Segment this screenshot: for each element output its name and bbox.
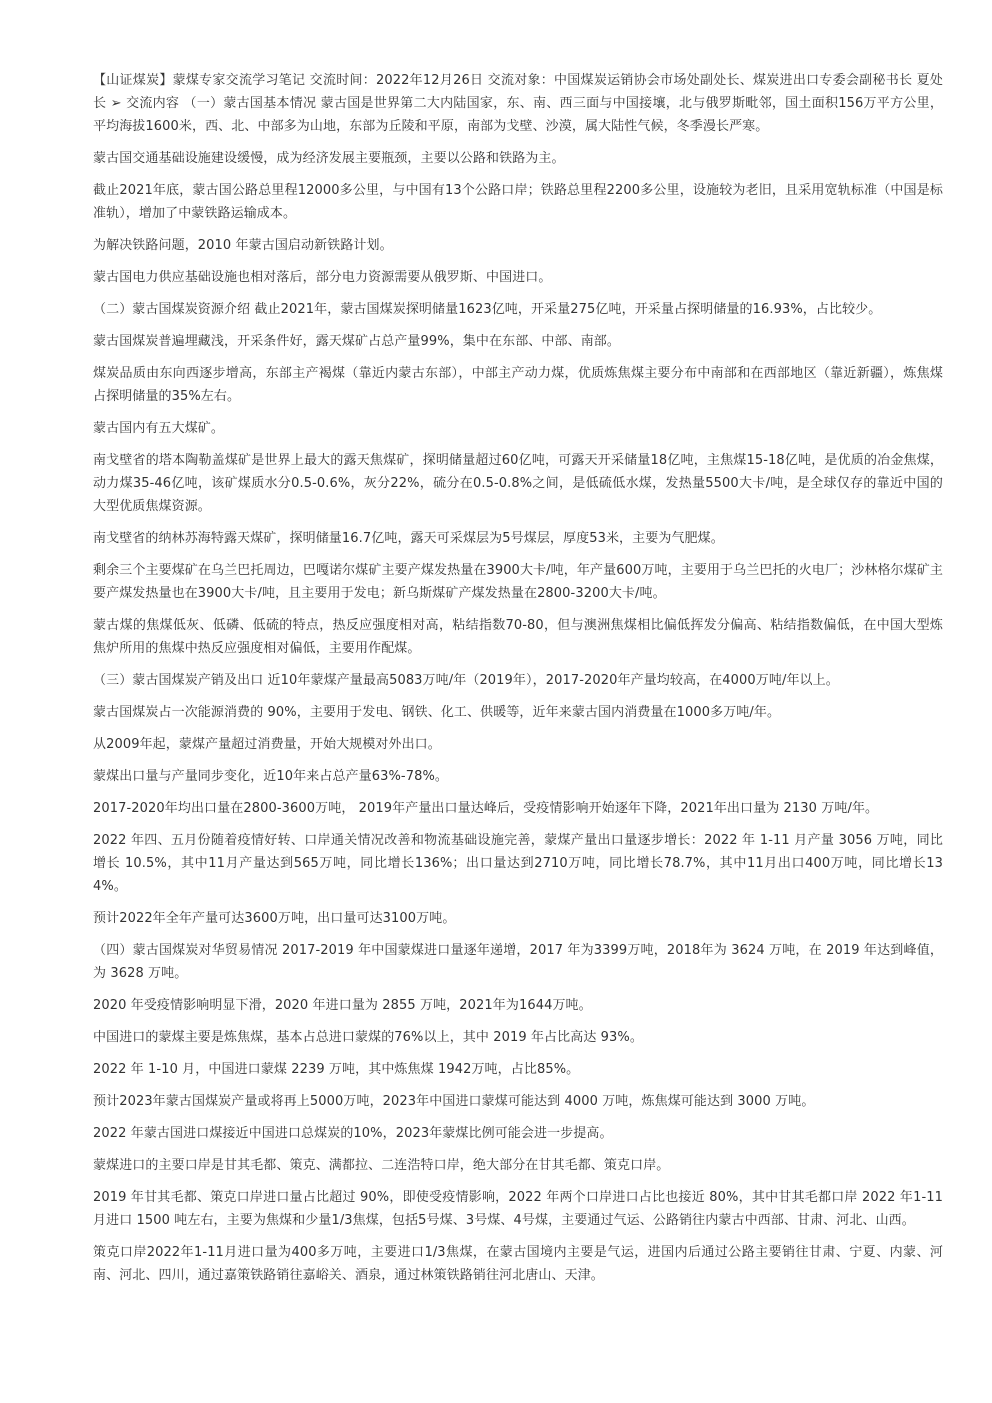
paragraph-header-intro: 【山证煤炭】蒙煤专家交流学习笔记 交流时间：2022年12月26日 交流对象：中国煤炭运销协会市场处副处长、煤炭进出口专委会副秘书长 夏处长 ➢ 交流内容 （一）蒙古国基本情况 蒙古国是世界第二大内陆国家，东、南、西三面与中国接壤，北与俄罗斯毗邻，国土面积156万平方公里，平均海拔1600米，西、北、中部多为山地，东部为丘陵和平原，南部为戈壁、沙漠，属大陆性气候，冬季漫长严寒。 [93, 73, 943, 134]
paragraph: 蒙古国煤炭占一次能源消费的 90%，主要用于发电、钢铁、化工、供暖等，近年来蒙古国内消费量在1000多万吨/年。 [93, 705, 781, 720]
document-page [93, 69, 943, 1296]
paragraph: 2019 年甘其毛都、策克口岸进口量占比超过 90%，即使受疫情影响，2022 年两个口岸进口占比也接近 80%，其中甘其毛都口岸 2022 年1-11 月进口 1500 吨左右，主要为焦煤和少量1/3焦煤，包括5号煤、3号煤、4号煤，主要通过气运、公路销往内蒙古中西部、甘肃、河北、山西。 [93, 1190, 943, 1228]
paragraph: 为解决铁路问题，2010 年蒙古国启动新铁路计划。 [93, 238, 393, 253]
paragraph: 煤炭品质由东向西逐步增高，东部主产褐煤（靠近内蒙古东部），中部主产动力煤，优质炼焦煤主要分布中南部和在西部地区（靠近新疆），炼焦煤占探明储量的35%左右。 [93, 366, 943, 404]
paragraph: 南戈壁省的塔本陶勒盖煤矿是世界上最大的露天焦煤矿，探明储量超过60亿吨，可露天开采储量18亿吨，主焦煤15-18亿吨，是优质的冶金焦煤，动力煤35-46亿吨，该矿煤质水分0.5-0.6%，灰分22%，硫分在0.5-0.8%之间，是低硫低水煤，发热量5500大卡/吨，是全球仅存的靠近中国的大型优质焦煤资源。 [93, 453, 943, 514]
paragraph: 蒙古国电力供应基础设施也相对落后，部分电力资源需要从俄罗斯、中国进口。 [93, 270, 552, 285]
paragraph: 从2009年起，蒙煤产量超过消费量，开始大规模对外出口。 [93, 737, 441, 752]
paragraph: 2022 年蒙古国进口煤接近中国进口总煤炭的10%，2023年蒙煤比例可能会进一步提高。 [93, 1126, 613, 1141]
paragraph: 中国进口的蒙煤主要是炼焦煤，基本占总进口蒙煤的76%以上，其中 2019 年占比高达 93%。 [93, 1030, 643, 1045]
paragraph: 2022 年 1-10 月，中国进口蒙煤 2239 万吨，其中炼焦煤 1942万吨，占比85%。 [93, 1062, 580, 1077]
paragraph-section-3: （三）蒙古国煤炭产销及出口 近10年蒙煤产量最高5083万吨/年（2019年），2017-2020年产量均较高，在4000万吨/年以上。 [93, 673, 839, 688]
paragraph: 预计2022年全年产量可达3600万吨，出口量可达3100万吨。 [93, 911, 456, 926]
paragraph: 蒙古国交通基础设施建设缓慢，成为经济发展主要瓶颈，主要以公路和铁路为主。 [93, 151, 565, 166]
paragraph: 南戈壁省的纳林苏海特露天煤矿，探明储量16.7亿吨，露天可采煤层为5号煤层，厚度53米，主要为气肥煤。 [93, 531, 724, 546]
paragraph: 截止2021年底，蒙古国公路总里程12000多公里，与中国有13个公路口岸；铁路总里程2200多公里，设施较为老旧，且采用宽轨标准（中国是标准轨），增加了中蒙铁路运输成本。 [93, 183, 943, 221]
paragraph-section-4: （四）蒙古国煤炭对华贸易情况 2017-2019 年中国蒙煤进口量逐年递增，2017 年为3399万吨，2018年为 3624 万吨，在 2019 年达到峰值，为 3628 万吨。 [93, 943, 943, 981]
paragraph: 剩余三个主要煤矿在乌兰巴托周边，巴嘎诺尔煤矿主要产煤发热量在3900大卡/吨，年产量600万吨，主要用于乌兰巴托的火电厂；沙林格尔煤矿主要产煤发热量也在3900大卡/吨，且主要用于发电；新乌斯煤矿产煤发热量在2800-3200大卡/吨。 [93, 563, 943, 601]
paragraph-section-2: （二）蒙古国煤炭资源介绍 截止2021年，蒙古国煤炭探明储量1623亿吨，开采量275亿吨，开采量占探明储量的16.93%，占比较少。 [93, 302, 882, 317]
paragraph: 2020 年受疫情影响明显下滑，2020 年进口量为 2855 万吨，2021年为1644万吨。 [93, 998, 592, 1013]
paragraph: 蒙古煤的焦煤低灰、低磷、低硫的特点，热反应强度相对高，粘结指数70-80，但与澳洲焦煤相比偏低挥发分偏高、粘结指数偏低，在中国大型炼焦炉所用的焦煤中热反应强度相对偏低，主要用作配煤。 [93, 618, 943, 656]
paragraph: 蒙煤出口量与产量同步变化，近10年来占总产量63%-78%。 [93, 769, 449, 784]
paragraph: 2022 年四、五月份随着疫情好转、口岸通关情况改善和物流基础设施完善，蒙煤产量出口量逐步增长：2022 年 1-11 月产量 3056 万吨，同比增长 10.5%，其中11月产量达到565万吨，同比增长136%；出口量达到2710万吨，同比增长78.7%，其中11月出口400万吨，同比增长134%。 [93, 833, 943, 894]
paragraph: 策克口岸2022年1-11月进口量为400多万吨，主要进口1/3焦煤，在蒙古国境内主要是气运，进国内后通过公路主要销往甘肃、宁夏、内蒙、河南、河北、四川，通过嘉策铁路销往嘉峪关、酒泉，通过林策铁路销往河北唐山、天津。 [93, 1245, 943, 1283]
paragraph: 蒙古国煤炭普遍埋藏浅，开采条件好，露天煤矿占总产量99%，集中在东部、中部、南部。 [93, 334, 620, 349]
paragraph: 蒙古国内有五大煤矿。 [93, 421, 225, 436]
paragraph: 预计2023年蒙古国煤炭产量或将再上5000万吨，2023年中国进口蒙煤可能达到 4000 万吨，炼焦煤可能达到 3000 万吨。 [93, 1094, 815, 1109]
paragraph: 2017-2020年均出口量在2800-3600万吨， 2019年产量出口量达峰后，受疫情影响开始逐年下降，2021年出口量为 2130 万吨/年。 [93, 801, 879, 816]
paragraph: 蒙煤进口的主要口岸是甘其毛都、策克、满都拉、二连浩特口岸，绝大部分在甘其毛都、策克口岸。 [93, 1158, 670, 1173]
